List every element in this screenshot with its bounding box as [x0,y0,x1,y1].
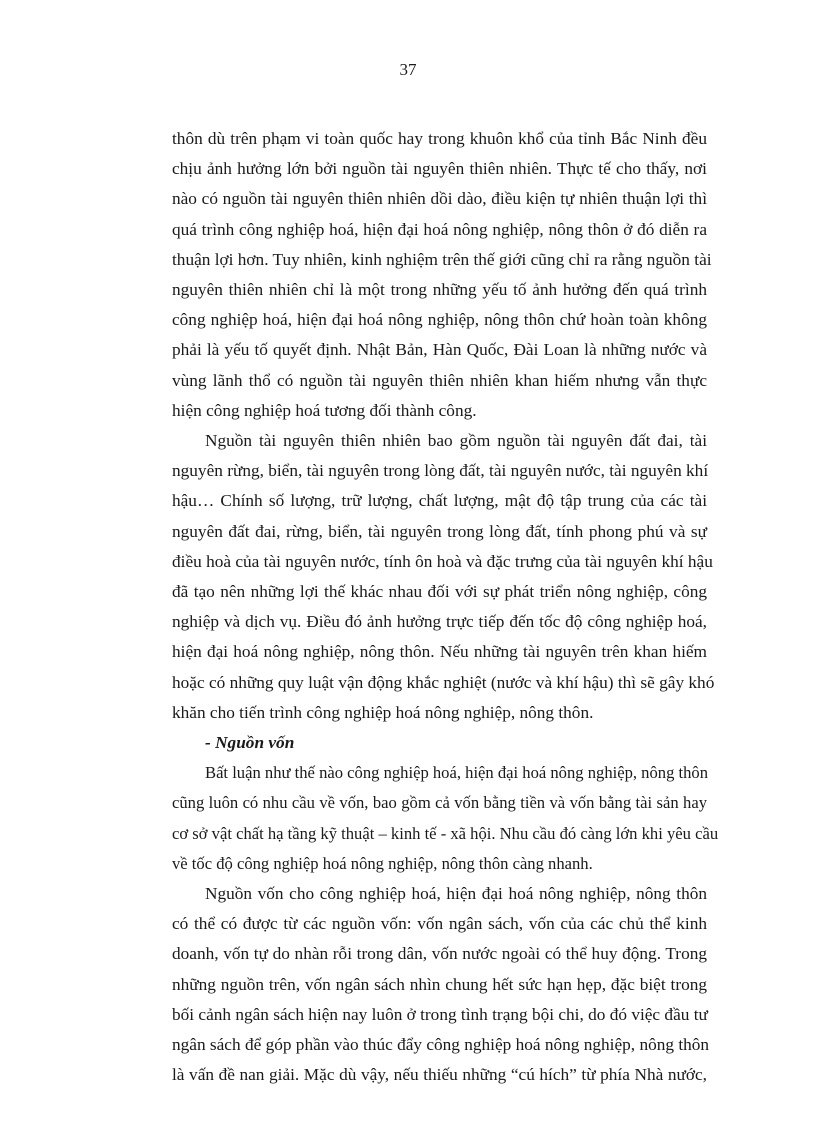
text-line: ngân sách để góp phần vào thúc đẩy công nghiệp hoá nông nghiệp, nông thôn [172,1035,710,1055]
text-line: vùng lãnh thổ có nguồn tài nguyên thiên nhiên khan hiếm nhưng vẫn thực [172,370,707,390]
text-line: phải là yếu tố quyết định. Nhật Bản, Hàn Quốc, Đài Loan là những nước và [172,340,707,360]
text-line: thôn dù trên phạm vi toàn quốc hay trong khuôn khổ của tỉnh Bắc Ninh đều [172,129,707,148]
text-line: là vấn đề nan giải. Mặc dù vậy, nếu thiếu những “cú hích” từ phía Nhà nước, [172,1065,707,1085]
text-line: nguyên đất đai, rừng, biển, tài nguyên trong lòng đất, tính phong phú và sự [172,521,707,541]
text-line: chịu ảnh hưởng lớn bởi nguồn tài nguyên thiên nhiên. Thực tế cho thấy, nơi [172,159,707,179]
text-line: Bất luận như thế nào công nghiệp hoá, hiện đại hoá nông nghiệp, nông thôn [205,763,709,783]
paragraph-4 [172,879,710,1090]
text-line: doanh, vốn tự do nhàn rỗi trong dân, vốn nước ngoài có thể huy động. Trong [172,944,707,964]
text-line: có thể có được từ các nguồn vốn: vốn ngân sách, vốn của các chủ thể kinh [172,914,707,934]
text-line: Nguồn vốn cho công nghiệp hoá, hiện đại hoá nông nghiệp, nông thôn [205,884,707,904]
text-line: thuận lợi hơn. Tuy nhiên, kinh nghiệm trên thế giới cũng chỉ ra rằng nguồn tài [172,249,712,269]
text-line: cũng luôn có nhu cầu về vốn, bao gồm cả vốn bằng tiền và vốn bằng tài sản hay [172,793,707,813]
text-line: về tốc độ công nghiệp hoá nông nghiệp, nông thôn càng nhanh. [172,853,593,873]
text-line: công nghiệp hoá, hiện đại hoá nông nghiệp, nông thôn chứ hoàn toàn không [172,310,707,330]
paragraph-2 [172,426,715,728]
text-line: nguyên rừng, biển, tài nguyên trong lòng đất, tài nguyên nước, tài nguyên khí [172,461,709,481]
text-line: hoặc có những quy luật vận động khắc nghiệt (nước và khí hậu) thì sẽ gây khó [172,672,715,692]
text-line: nào có nguồn tài nguyên thiên nhiên dồi dào, điều kiện tự nhiên thuận lợi thì [172,189,707,209]
text-line: bối cảnh ngân sách hiện nay luôn ở trong tình trạng bội chi, do đó việc đầu tư [172,1004,708,1024]
text-line: hiện công nghiệp hoá tương đối thành công. [172,400,477,420]
text-line: hiện đại hoá nông nghiệp, nông thôn. Nếu những tài nguyên trên khan hiếm [172,642,707,662]
page-number: 37 [399,60,417,79]
text-line: hậu… Chính số lượng, trữ lượng, chất lượng, mật độ tập trung của các tài [172,491,707,511]
text-line: quá trình công nghiệp hoá, hiện đại hoá nông nghiệp, nông thôn ở đó diễn ra [172,219,707,239]
text-line: nghiệp và dịch vụ. Điều đó ảnh hưởng trực tiếp đến tốc độ công nghiệp hoá, [172,612,707,632]
paragraph-3 [172,758,719,879]
text-line: khăn cho tiến trình công nghiệp hoá nông nghiệp, nông thôn. [172,702,594,722]
text-line: Nguồn tài nguyên thiên nhiên bao gồm nguồn tài nguyên đất đai, tài [205,431,707,451]
text-line: đã tạo nên những lợi thế khác nhau đối với sự phát triển nông nghiệp, công [172,582,707,602]
paragraph-1 [172,124,712,426]
text-line: những nguồn trên, vốn ngân sách nhìn chung hết sức hạn hẹp, đặc biệt trong [172,974,707,994]
text-line: cơ sở vật chất hạ tầng kỹ thuật – kinh tế - xã hội. Nhu cầu đó càng lớn khi yêu cầu [172,823,719,843]
text-line: điều hoà của tài nguyên nước, tính ôn hoà và đặc trưng của tài nguyên khí hậu [172,551,713,571]
text-line: nguyên thiên nhiên chỉ là một trong những yếu tố ảnh hưởng đến quá trình [172,280,707,300]
section-heading: - Nguồn vốn [205,733,295,753]
body-text [172,124,719,1091]
